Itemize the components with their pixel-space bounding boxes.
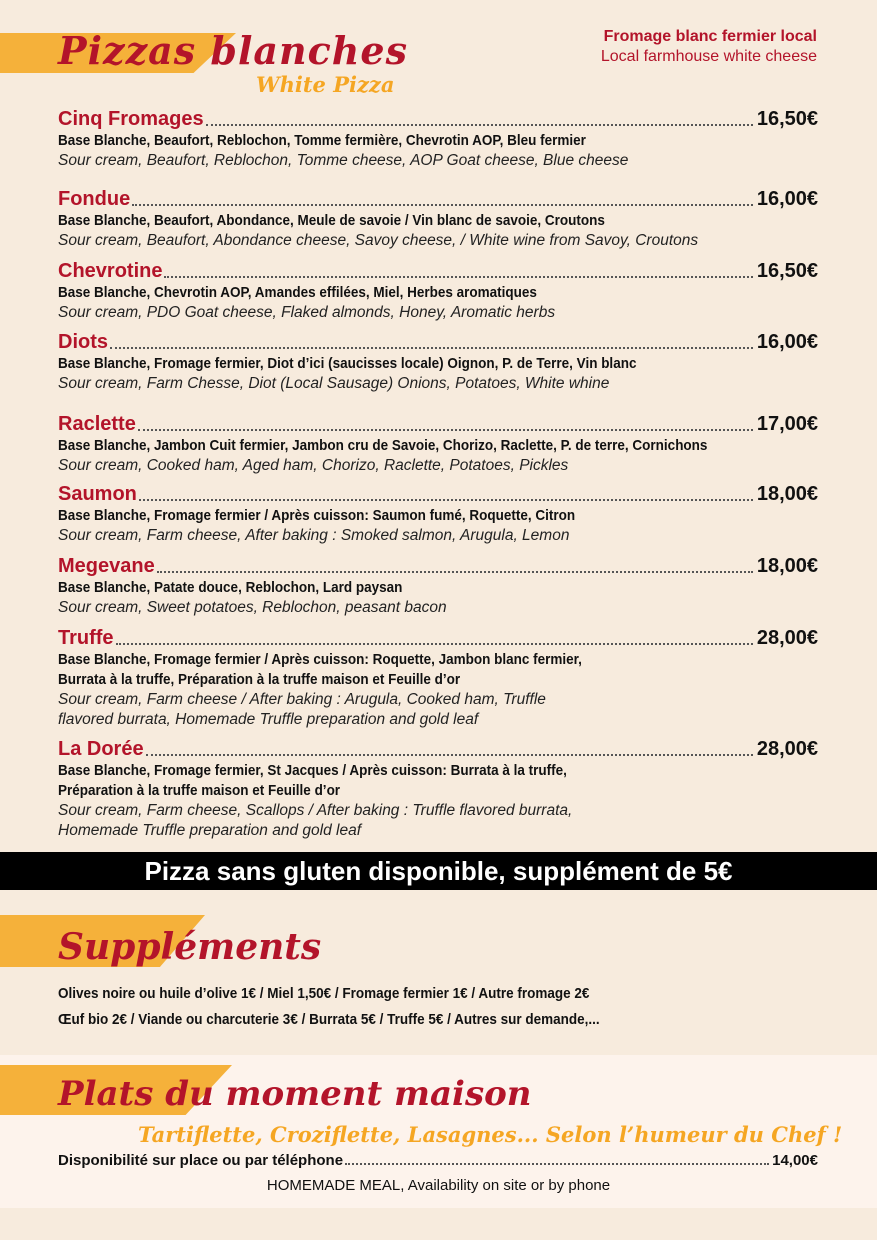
pizza-price: 18,00€ <box>756 555 818 577</box>
dot-leader <box>157 571 753 573</box>
pizza-price: 16,50€ <box>756 108 818 130</box>
plats-price: 14,00€ <box>772 1152 818 1169</box>
plats-title: Plats du moment maison <box>58 1074 532 1114</box>
pizza-header <box>58 552 818 578</box>
pizza-item <box>58 735 818 841</box>
pizza-name: Chevrotine <box>58 260 163 282</box>
pizza-name: Megevane <box>58 555 155 577</box>
pizza-ingredients-fr: Base Blanche, Fromage fermier, Diot d’ici (saucisses locale) Oignon, P. de Terre, Vin blanc <box>58 355 637 372</box>
pizza-item <box>58 105 818 171</box>
pizza-ingredients-fr: Base Blanche, Fromage fermier / Après cuisson: Roquette, Jambon blanc fermier, <box>58 651 582 668</box>
pizza-price: 16,50€ <box>756 260 818 282</box>
dot-leader <box>206 124 753 126</box>
pizza-ingredients-fr: Base Blanche, Fromage fermier, St Jacques / Après cuisson: Burrata à la truffe, <box>58 762 567 779</box>
pizza-price: 28,00€ <box>756 627 818 649</box>
plats-subtitle: Tartiflette, Croziflette, Lasagnes... Selon l’humeur du Chef ! <box>138 1122 843 1147</box>
pizza-header <box>58 735 818 761</box>
pizza-ingredients-en: Sour cream, PDO Goat cheese, Flaked almonds, Honey, Aromatic herbs <box>58 304 556 321</box>
pizza-header <box>58 257 818 283</box>
pizza-ingredients-en: flavored burrata, Homemade Truffle preparation and gold leaf <box>58 711 479 728</box>
dot-leader <box>146 754 753 756</box>
pizza-item <box>58 552 818 618</box>
pizza-item <box>58 410 818 476</box>
pizza-name: La Dorée <box>58 738 144 760</box>
pizza-ingredients-fr: Base Blanche, Patate douce, Reblochon, Lard paysan <box>58 579 403 596</box>
dot-leader <box>164 276 752 278</box>
pizza-item <box>58 328 818 394</box>
pizza-name: Truffe <box>58 627 114 649</box>
pizza-ingredients-en: Sour cream, Beaufort, Reblochon, Tomme cheese, AOP Goat cheese, Blue cheese <box>58 152 629 169</box>
pizza-item <box>58 480 818 546</box>
pizza-price: 28,00€ <box>756 738 818 760</box>
pizza-header <box>58 624 818 650</box>
plats-dots <box>345 1163 769 1165</box>
cheese-note-en: Local farmhouse white cheese <box>600 48 817 65</box>
pizza-header <box>58 105 818 131</box>
supplements-line-2: Œuf bio 2€ / Viande ou charcuterie 3€ / Burrata 5€ / Truffe 5€ / Autres sur demande,... <box>58 1011 600 1028</box>
dot-leader <box>139 499 753 501</box>
pizza-ingredients-fr: Burrata à la truffe, Préparation à la truffe maison et Feuille d’or <box>58 671 461 688</box>
pizza-price: 16,00€ <box>756 188 818 210</box>
supplements-line-1: Olives noire ou huile d’olive 1€ / Miel 1,50€ / Fromage fermier 1€ / Autre fromage 2€ <box>58 985 590 1002</box>
pizza-header <box>58 185 818 211</box>
dot-leader <box>110 347 753 349</box>
pizza-ingredients-en: Homemade Truffle preparation and gold leaf <box>58 822 361 839</box>
pizza-name: Saumon <box>58 483 137 505</box>
pizza-item <box>58 624 818 730</box>
pizza-ingredients-fr: Base Blanche, Beaufort, Abondance, Meule de savoie / Vin blanc de savoie, Croutons <box>58 212 605 229</box>
cheese-note <box>601 27 817 67</box>
pizza-ingredients-en: Sour cream, Farm Chesse, Diot (Local Sausage) Onions, Potatoes, White whine <box>58 375 610 392</box>
plats-price-row <box>58 1152 818 1169</box>
pizza-header <box>58 410 818 436</box>
pizza-ingredients-fr: Préparation à la truffe maison et Feuille d’or <box>58 782 341 799</box>
cheese-note-fr: Fromage blanc fermier local <box>603 28 817 45</box>
dot-leader <box>138 429 753 431</box>
pizza-name: Raclette <box>58 413 136 435</box>
pizza-price: 17,00€ <box>756 413 818 435</box>
pizza-header <box>58 328 818 354</box>
pizza-ingredients-en: Sour cream, Farm cheese, Scallops / After baking : Truffle flavored burrata, <box>58 802 573 819</box>
plats-english: HOMEMADE MEAL, Availability on site or by phone <box>266 1177 611 1194</box>
pizza-item <box>58 257 818 323</box>
supplements-title: Suppléments <box>58 926 322 968</box>
page-subtitle: White Pizza <box>256 72 395 97</box>
pizza-ingredients-en: Sour cream, Farm cheese, After baking : Smoked salmon, Arugula, Lemon <box>58 527 570 544</box>
page-title: Pizzas blanches <box>58 28 409 73</box>
pizza-ingredients-fr: Base Blanche, Fromage fermier / Après cuisson: Saumon fumé, Roquette, Citron <box>58 507 576 524</box>
pizza-item <box>58 185 818 251</box>
pizza-name: Fondue <box>58 188 131 210</box>
pizza-price: 16,00€ <box>756 331 818 353</box>
dot-leader <box>132 204 753 206</box>
pizza-price: 18,00€ <box>756 483 818 505</box>
pizza-ingredients-fr: Base Blanche, Jambon Cuit fermier, Jambon cru de Savoie, Chorizo, Raclette, P. de terre, Cornichons <box>58 437 708 454</box>
pizza-ingredients-en: Sour cream, Beaufort, Abondance cheese, Savoy cheese, / White wine from Savoy, Croutons <box>58 232 699 249</box>
plats-availability: Disponibilité sur place ou par téléphone <box>58 1152 344 1169</box>
pizza-name: Diots <box>58 331 108 353</box>
dot-leader <box>116 643 753 645</box>
pizza-ingredients-fr: Base Blanche, Beaufort, Reblochon, Tomme fermière, Chevrotin AOP, Bleu fermier <box>58 132 586 149</box>
pizza-ingredients-en: Sour cream, Cooked ham, Aged ham, Chorizo, Raclette, Potatoes, Pickles <box>58 457 569 474</box>
gluten-free-banner: Pizza sans gluten disponible, supplément de 5€ <box>0 852 877 890</box>
pizza-header <box>58 480 818 506</box>
pizza-name: Cinq Fromages <box>58 108 204 130</box>
pizza-ingredients-en: Sour cream, Farm cheese / After baking : Arugula, Cooked ham, Truffle <box>58 691 546 708</box>
pizza-ingredients-en: Sour cream, Sweet potatoes, Reblochon, peasant bacon <box>58 599 447 616</box>
pizza-ingredients-fr: Base Blanche, Chevrotin AOP, Amandes effilées, Miel, Herbes aromatiques <box>58 284 537 301</box>
